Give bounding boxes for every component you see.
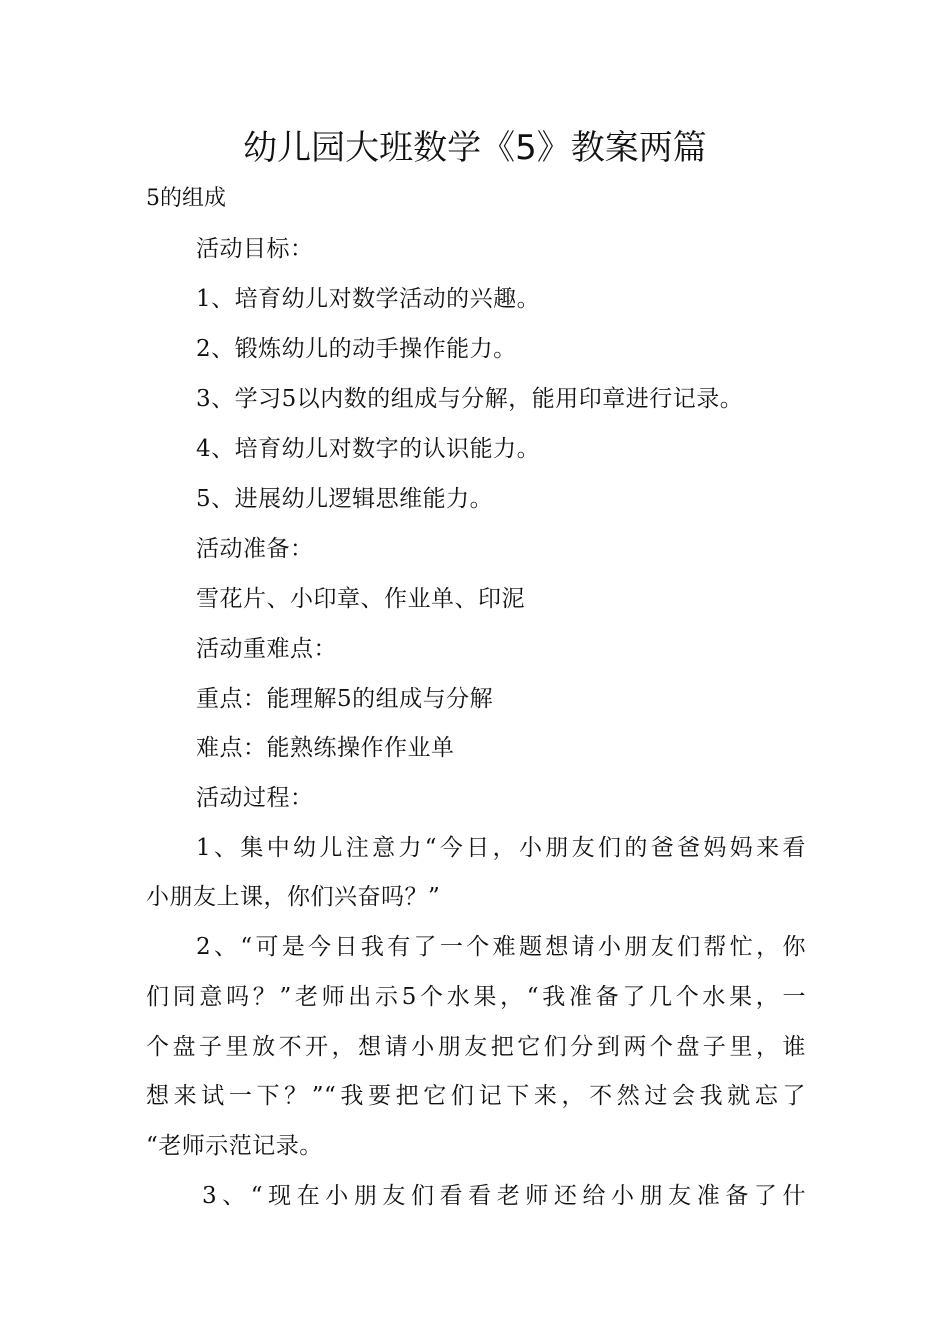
paragraph-line: 个盘子里放不开，想请小朋友把它们分到两个盘子里，谁 (146, 1034, 806, 1060)
paragraph-line: 重点：能理解5的组成与分解 (196, 686, 494, 712)
paragraph-line: 3、“现在小朋友们看看老师还给小朋友准备了什 (202, 1183, 806, 1209)
section-title: 5的组成 (146, 186, 226, 211)
paragraph-line: 小朋友上课，你们兴奋吗？” (146, 884, 441, 910)
paragraph-line: 活动准备： (196, 536, 314, 562)
document-title: 幼儿园大班数学《5》教案两篇 (243, 128, 707, 168)
paragraph-line: 活动过程： (196, 785, 314, 811)
paragraph-line: 3、学习5以内数的组成与分解，能用印章进行记录。 (196, 386, 744, 412)
paragraph-line: 1、集中幼儿注意力“今日，小朋友们的爸爸妈妈来看 (196, 835, 806, 861)
paragraph-line: 1、培育幼儿对数学活动的兴趣。 (196, 286, 541, 312)
paragraph-line: “老师示范记录。 (146, 1133, 323, 1159)
paragraph-line: 4、培育幼儿对数字的认识能力。 (196, 436, 541, 462)
paragraph-line: 难点：能熟练操作作业单 (196, 735, 455, 761)
paragraph-line: 2、锻炼幼儿的动手操作能力。 (196, 336, 517, 362)
paragraph-line: 想来试一下？”“我要把它们记下来，不然过会我就忘了 (146, 1083, 806, 1109)
paragraph-line: 5、进展幼儿逻辑思维能力。 (196, 486, 494, 512)
paragraph-line: 活动目标： (196, 236, 314, 262)
paragraph-line: 雪花片、小印章、作业单、印泥 (196, 586, 525, 612)
paragraph-line: 们同意吗？”老师出示5个水果，“我准备了几个水果，一 (146, 984, 806, 1010)
paragraph-line: 2、“可是今日我有了一个难题想请小朋友们帮忙，你 (196, 934, 806, 960)
paragraph-line: 活动重难点： (196, 636, 337, 662)
